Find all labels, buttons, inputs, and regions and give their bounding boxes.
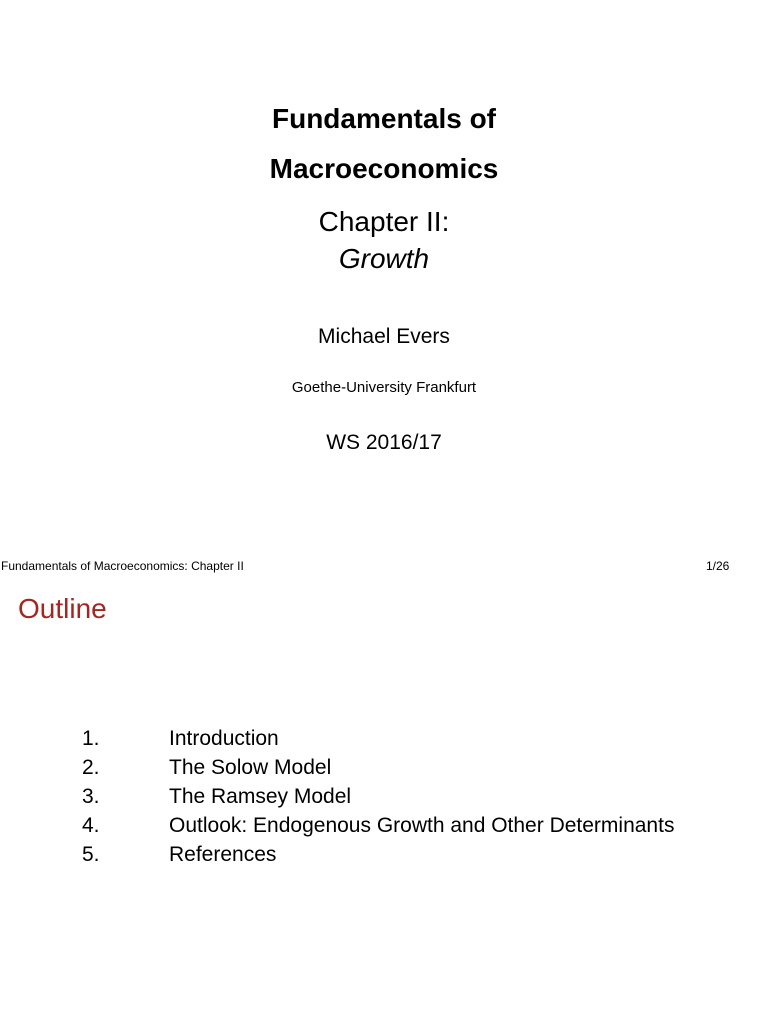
outline-item-text: References bbox=[169, 843, 277, 866]
author-name: Michael Evers bbox=[318, 325, 450, 348]
outline-item-number: 4. bbox=[82, 814, 100, 837]
chapter-label: Chapter II: bbox=[318, 206, 450, 237]
outline-item bbox=[0, 811, 768, 840]
semester-date: WS 2016/17 bbox=[326, 431, 442, 454]
outline-item bbox=[0, 782, 768, 811]
outline-item bbox=[0, 840, 768, 869]
outline-item-number: 5. bbox=[82, 843, 100, 866]
institute-name: Goethe-University Frankfurt bbox=[291, 379, 477, 396]
outline-item-number: 2. bbox=[82, 756, 100, 779]
outline-slide bbox=[0, 576, 768, 1024]
outline-item-text: Introduction bbox=[169, 727, 279, 750]
outline-item-text: Outlook: Endogenous Growth and Other Determinants bbox=[169, 814, 675, 837]
outline-item-number: 1. bbox=[82, 727, 100, 750]
outline-item-text: The Ramsey Model bbox=[169, 785, 352, 808]
page-number: 1/26 bbox=[706, 559, 730, 573]
outline-item-number: 3. bbox=[82, 785, 100, 808]
outline-item bbox=[0, 724, 768, 753]
slide-subtitle: Growth bbox=[338, 243, 430, 274]
title-line-2: Macroeconomics bbox=[269, 153, 499, 184]
outline-list bbox=[0, 724, 768, 869]
footer-title: Fundamentals of Macroeconomics: Chapter II bbox=[1, 559, 244, 573]
outline-item-text: The Solow Model bbox=[169, 756, 332, 779]
outline-item bbox=[0, 753, 768, 782]
title-line-1: Fundamentals of bbox=[271, 103, 496, 134]
outline-heading: Outline bbox=[18, 593, 107, 624]
